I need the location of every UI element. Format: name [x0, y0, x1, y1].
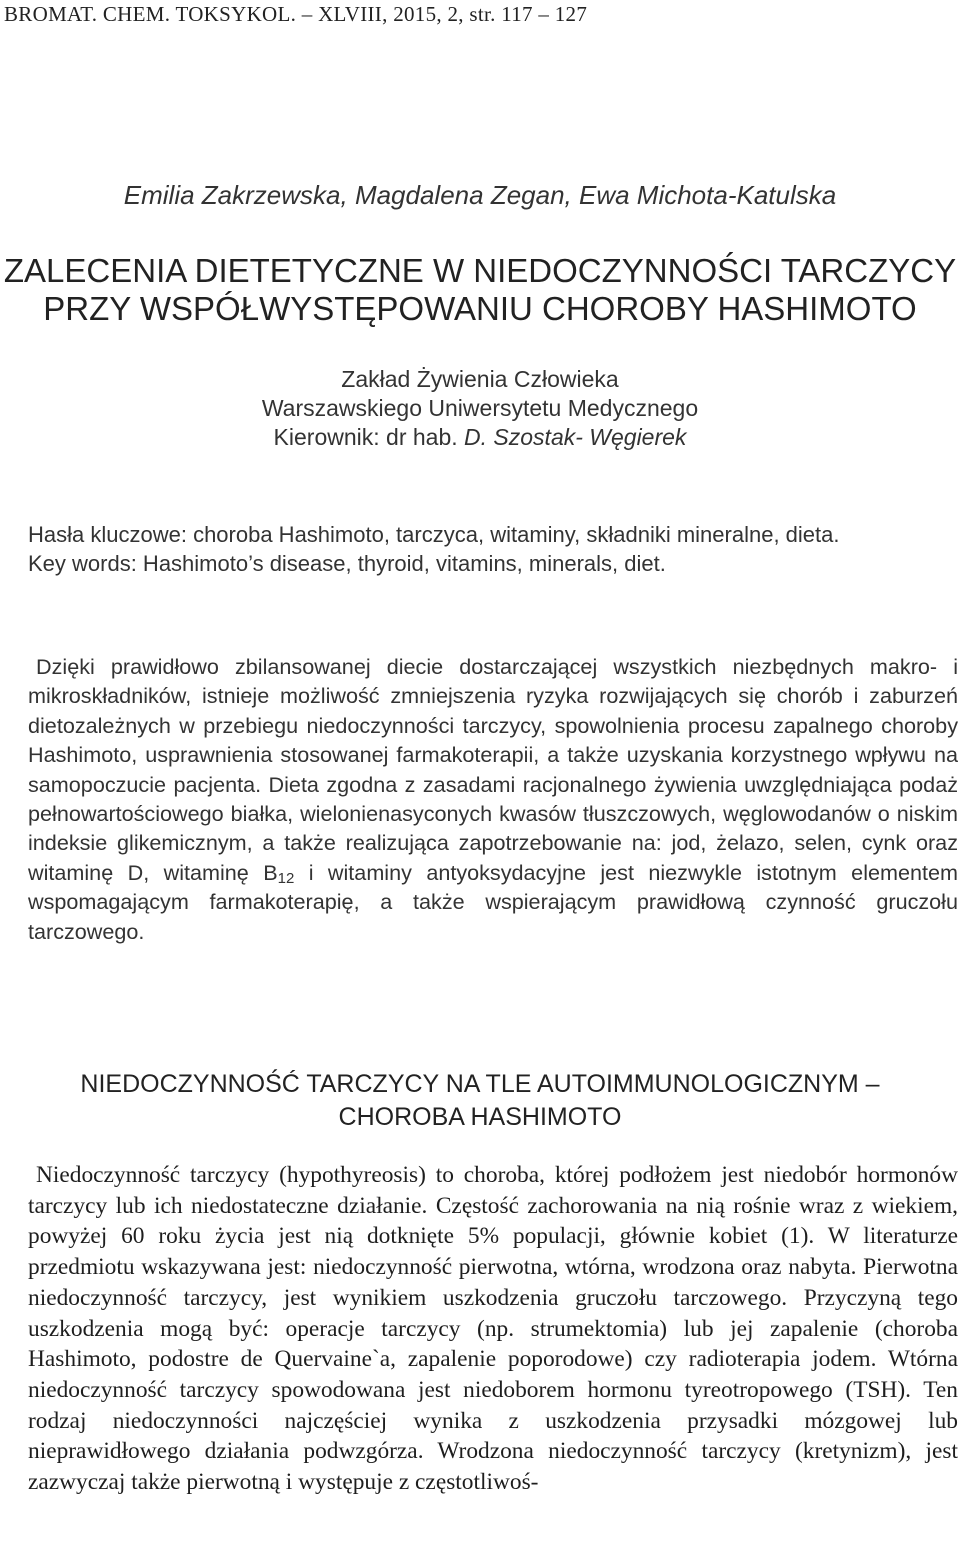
abstract-text: Dzięki prawidłowo zbilansowanej diecie dostarczającej wszystkich niezbędnych makro- i mikroskładników, istnieje możliwość zmniejszenia ryzyka rozwijających się chorób i zaburzeń dietozależnych w przebiegu niedoczynności tarczycy, spowolnienia procesu zapalnego choroby Hashimoto, usprawnienia stosowanej farmakoterapii, a także uzyskania korzystnego wpływu na samopoczucie pacjenta. Dieta zgodna z zasadami racjonalnego żywienia uwzględniająca podaż pełnowartościowego białka, wielonienasyconych kwasów tłuszczowych, węglowodanów o niskim indeksie glikemicznym, a także realizująca zapotrzebowanie na: jod, żelazo, selen, cynk oraz witaminę D, witaminę B — [28, 654, 958, 885]
affiliation-head — [0, 423, 960, 452]
affiliation — [0, 365, 960, 452]
affiliation-university: Warszawskiego Uniwersytetu Medycznego — [261, 395, 699, 421]
keywords-polish: Hasła kluczowe: choroba Hashimoto, tarczyca, witaminy, składniki mineralne, dieta. — [28, 522, 840, 547]
article-title-line: PRZY WSPÓŁWYSTĘPOWANIU CHOROBY HASHIMOTO — [43, 290, 917, 327]
keywords-block — [28, 520, 958, 578]
abstract-paragraph — [28, 652, 958, 946]
body-paragraph: Niedoczynność tarczycy (hypothyreosis) to choroba, której podłożem jest niedobór hormonów tarczycy lub ich niedostateczne działanie. Częstość zachorowania na nią rośnie wraz z wiekiem, powyżej 60 roku życia jest nią dotknięte 5% populacji, głównie kobiet (1). W literaturze przedmiotu wskazywana jest: niedoczynność pierwotna, wtórna, wrodzona oraz nabyta. Pierwotna niedoczynność tarczycy, jest wynikiem uszkodzenia gruczołu tarczowego. Przyczyną tego uszkodzenia mogą być: operacje tarczycy (np. strumektomia) lub jej zapalenie (choroba Hashimoto, podostre de Quervaine`a, zapalenie poporodowe) czy radioterapia jodem. Wtórna niedoczynność tarczycy spowodowana jest niedoborem hormonu tyreotropowego (TSH). Ten rodzaj niedoczynności najczęściej wynika z uszkodzenia przysadki mózgowej lub nieprawidłowego działania podwzgórza. Wrodzona niedoczynność tarczycy (kretynizm), jest zazwyczaj także pierwotną i występuje z częstotliwoś- — [28, 1162, 958, 1496]
journal-header: BROMAT. CHEM. TOKSYKOL. – XLVIII, 2015, 2, str. 117 – 127 — [4, 2, 588, 26]
abstract-subscript: 12 — [277, 869, 295, 887]
article-title-line: ZALECENIA DIETETYCZNE W NIEDOCZYNNOŚCI TARCZYCY — [3, 252, 957, 289]
section-heading — [0, 1068, 960, 1134]
abstract-text-continued: i witaminy antyoksydacyjne jest niezwykle istotnym elementem wspomagającym farmakoterapię, a także wspierającym prawidłową czynność gruczołu tarczowego. — [28, 859, 959, 944]
affiliation-head-prefix: Kierownik: dr hab. — [273, 424, 465, 450]
article-authors: Emilia Zakrzewska, Magdalena Zegan, Ewa Michota-Katulska — [123, 180, 837, 210]
affiliation-head-name: D. Szostak- Węgierek — [464, 424, 687, 450]
keywords-english: Key words: Hashimoto’s disease, thyroid, vitamins, minerals, diet. — [28, 551, 666, 576]
section-heading-line: CHOROBA HASHIMOTO — [338, 1103, 622, 1131]
section-heading-line: NIEDOCZYNNOŚĆ TARCZYCY NA TLE AUTOIMMUNOLOGICZNYM – — [80, 1070, 880, 1098]
affiliation-department: Zakład Żywienia Człowieka — [341, 366, 619, 392]
article-title — [0, 252, 960, 328]
